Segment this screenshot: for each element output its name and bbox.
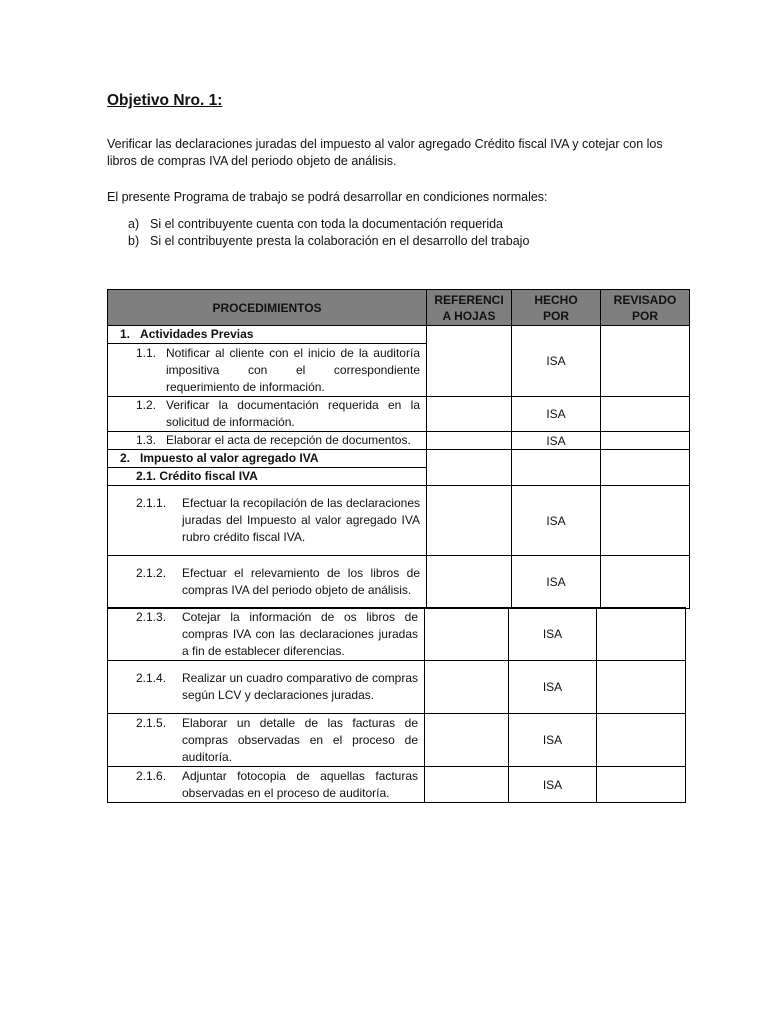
table-row: 2.1.4. Realizar un cuadro comparativo de compras según LCV y declaraciones juradas. ISA [108, 661, 686, 714]
hecho-por-cell: ISA [512, 432, 601, 450]
hecho-por-cell: ISA [512, 486, 601, 556]
section-title: 2. Impuesto al valor agregado IVA [108, 450, 427, 468]
table-row: 1.2. Verificar la documentación requerida en la solicitud de información. ISA [108, 397, 690, 432]
table-row: 2.1.3. Cotejar la información de os libros de compras IVA con las declaraciones juradas a fin de establecer diferencias. ISA [108, 608, 686, 661]
header-referencia: REFERENCI A HOJAS [427, 290, 512, 326]
hecho-por-cell: ISA [512, 556, 601, 609]
table-row: 1.3. Elaborar el acta de recepción de documentos. ISA [108, 432, 690, 450]
procedures-table [107, 289, 690, 609]
hecho-por-cell: ISA [512, 397, 601, 432]
header-revisado-por: REVISADO POR [601, 290, 690, 326]
table-header-row [108, 290, 690, 326]
conditions-list [128, 216, 529, 250]
table-row: 2.1.1. Efectuar la recopilación de las declaraciones juradas del Impuesto al valor agregado IVA rubro crédito fiscal IVA. ISA [108, 486, 690, 556]
header-hecho-por: HECHO POR [512, 290, 601, 326]
section-title: 1. Actividades Previas [108, 326, 427, 344]
list-item: a) Si el contribuyente cuenta con toda la documentación requerida [128, 217, 504, 231]
hecho-por-cell: ISA [509, 608, 597, 661]
objective-description: Verificar las declaraciones juradas del impuesto al valor agregado Crédito fiscal IVA y cotejar con los libros de compras IVA del periodo objeto de análisis. [107, 137, 663, 168]
table-row [108, 326, 690, 344]
conditions-intro: El presente Programa de trabajo se podrá desarrollar en condiciones normales: [107, 190, 548, 204]
hecho-por-cell: ISA [512, 326, 601, 397]
table-row: 2.1.2. Efectuar el relevamiento de los libros de compras IVA del periodo objeto de análisis. ISA [108, 556, 690, 609]
table-row: 2.1.6. Adjuntar fotocopia de aquellas facturas observadas en el proceso de auditoría. ISA [108, 767, 686, 803]
table-row: 2.1.5. Elaborar un detalle de las facturas de compras observadas en el proceso de auditoría. ISA [108, 714, 686, 767]
hecho-por-cell: ISA [509, 714, 597, 767]
procedures-table-continued [107, 607, 686, 803]
subsection-title: 2.1. Crédito fiscal IVA [108, 468, 427, 486]
page-title: Objetivo Nro. 1: [107, 92, 223, 109]
hecho-por-cell: ISA [509, 767, 597, 803]
table-row [108, 450, 690, 468]
list-item: b) Si el contribuyente presta la colaboración en el desarrollo del trabajo [128, 234, 530, 248]
header-procedimientos: PROCEDIMIENTOS [108, 290, 427, 326]
hecho-por-cell: ISA [509, 661, 597, 714]
table-row: 1.1. Notificar al cliente con el inicio de la auditoría impositiva con el correspondiente requerimiento de información. [108, 344, 690, 397]
